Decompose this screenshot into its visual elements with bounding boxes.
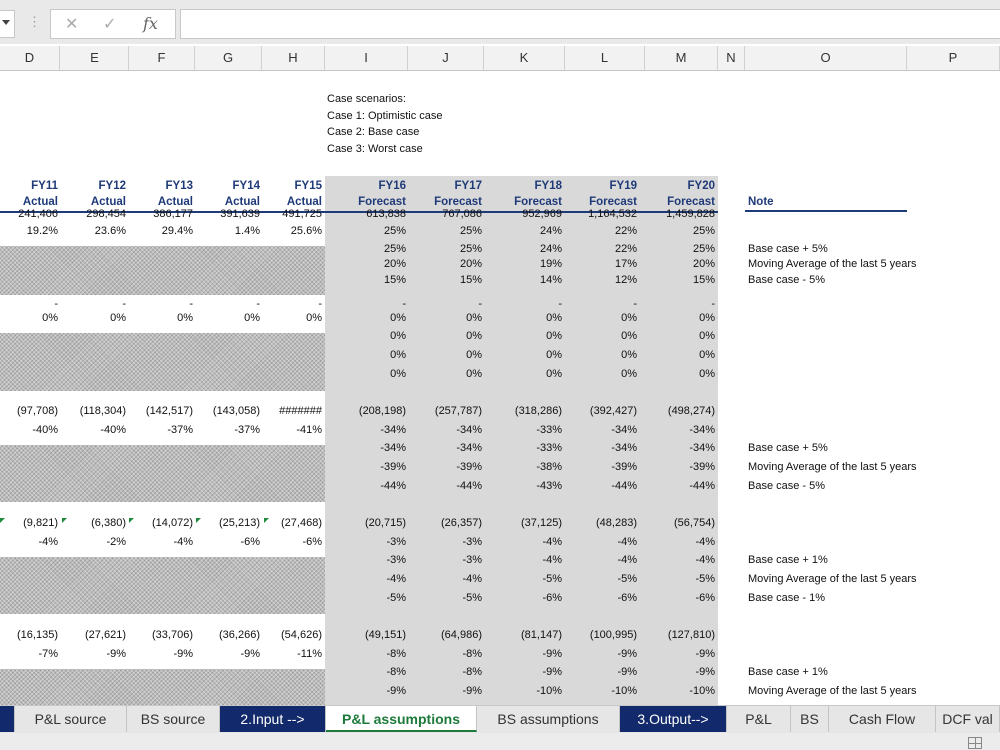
cell-value[interactable]: 0% [390, 312, 406, 324]
period-type-label: Actual [286, 196, 322, 208]
cell-value[interactable]: (142,517) [145, 405, 193, 417]
error-indicator-icon[interactable] [129, 518, 134, 523]
cell-value[interactable]: -9% [386, 685, 406, 697]
cell-value[interactable]: -44% [611, 480, 637, 492]
cell-value[interactable]: 0% [466, 349, 482, 361]
cell-value[interactable]: -37% [167, 424, 193, 436]
cell-value[interactable]: (257,787) [434, 405, 482, 417]
name-box-dropdown[interactable] [0, 10, 15, 38]
column-header[interactable]: I [325, 46, 408, 70]
cell-value[interactable]: -6% [302, 536, 322, 548]
cell-value[interactable]: -5% [695, 573, 715, 585]
cell-value[interactable]: 298,454 [86, 208, 126, 220]
cell-value[interactable]: - [711, 298, 715, 310]
chevron-down-icon [2, 20, 10, 25]
note-cell[interactable]: Base case - 5% [748, 480, 826, 492]
case-line: Case 1: Optimistic case [327, 110, 443, 122]
cell-value[interactable]: 0% [306, 312, 322, 324]
cell-value[interactable]: (33,706) [152, 629, 193, 641]
sheet-tab[interactable] [0, 706, 15, 732]
error-indicator-icon[interactable] [264, 518, 269, 523]
spreadsheet-grid[interactable] [0, 71, 1000, 705]
year-label: FY14 [232, 180, 260, 192]
cell-value[interactable]: -4% [173, 536, 193, 548]
cell-value[interactable]: -34% [380, 442, 406, 454]
sheet-tab-bar [0, 705, 1000, 733]
period-type-label: Actual [224, 196, 260, 208]
hatched-block [0, 246, 325, 295]
cell-value[interactable]: 0% [42, 312, 58, 324]
cell-value[interactable]: (9,821) [23, 517, 58, 529]
year-label: FY20 [687, 180, 715, 192]
cell-value[interactable]: 1,459,828 [666, 208, 715, 220]
cell-value[interactable]: -39% [380, 461, 406, 473]
cell-value[interactable]: 0% [177, 312, 193, 324]
cell-value[interactable]: -3% [462, 536, 482, 548]
cell-value[interactable]: 24% [539, 243, 562, 255]
cell-value[interactable]: 15% [459, 274, 482, 286]
cell-value[interactable]: (392,427) [589, 405, 637, 417]
cell-value[interactable]: -41% [296, 424, 322, 436]
cell-value[interactable]: 0% [390, 349, 406, 361]
column-header[interactable]: M [645, 46, 718, 70]
cell-value[interactable]: -5% [386, 592, 406, 604]
sheet-tab[interactable]: DCF val [936, 706, 1000, 732]
cell-value[interactable]: -2% [106, 536, 126, 548]
cell-value[interactable]: -5% [617, 573, 637, 585]
note-header: Note [748, 196, 774, 208]
cell-value[interactable]: -9% [542, 666, 562, 678]
cell-value[interactable]: -6% [617, 592, 637, 604]
year-label: FY15 [294, 180, 322, 192]
cell-value[interactable]: -9% [617, 666, 637, 678]
cell-value[interactable]: 767,086 [442, 208, 482, 220]
note-cell[interactable]: Moving Average of the last 5 years [748, 258, 917, 270]
column-header[interactable]: J [408, 46, 484, 70]
cell-value[interactable]: 19.2% [26, 225, 58, 237]
period-type-label: Actual [22, 196, 58, 208]
cell-value[interactable]: 19% [539, 258, 562, 270]
cell-value[interactable]: 0% [621, 368, 637, 380]
sheet-tab[interactable]: P&L [727, 706, 791, 732]
cell-value[interactable]: -8% [462, 648, 482, 660]
drag-handle-icon[interactable]: ⋮ [28, 14, 41, 29]
note-cell[interactable]: Base case + 1% [748, 666, 828, 678]
cancel-icon[interactable]: ✕ [65, 16, 79, 33]
note-cell[interactable]: Base case + 5% [748, 243, 828, 255]
cell-value[interactable]: 0% [699, 330, 715, 342]
cell-value[interactable]: -33% [536, 424, 562, 436]
cell-value[interactable]: - [256, 298, 260, 310]
note-cell[interactable]: Moving Average of the last 5 years [748, 461, 917, 473]
cell-value[interactable]: (25,213) [219, 517, 260, 529]
year-label: FY11 [31, 180, 58, 192]
cell-value[interactable]: -34% [380, 424, 406, 436]
cell-value[interactable]: -5% [462, 592, 482, 604]
cell-value[interactable]: - [189, 298, 193, 310]
cell-value[interactable]: -3% [462, 554, 482, 566]
cell-value[interactable]: 0% [466, 368, 482, 380]
sheet-tab[interactable]: 2.Input --> [220, 706, 326, 732]
cell-value[interactable]: 20% [692, 258, 715, 270]
period-type-label: Forecast [434, 196, 482, 208]
cell-value[interactable]: 0% [110, 312, 126, 324]
cell-value[interactable]: 0% [390, 368, 406, 380]
cell-value[interactable]: -8% [386, 666, 406, 678]
cell-value[interactable]: -4% [695, 554, 715, 566]
case-line: Case 3: Worst case [327, 143, 423, 155]
normal-view-icon[interactable] [968, 737, 982, 749]
year-label: FY16 [378, 180, 406, 192]
year-label: FY12 [98, 180, 126, 192]
cell-value[interactable]: (20,715) [365, 517, 406, 529]
column-header[interactable]: P [907, 46, 1000, 70]
cell-value[interactable]: 0% [466, 312, 482, 324]
cell-value[interactable]: -9% [173, 648, 193, 660]
cell-value[interactable]: -10% [536, 685, 562, 697]
cell-value[interactable]: 952,969 [522, 208, 562, 220]
note-cell[interactable]: Base case + 5% [748, 442, 828, 454]
year-label: FY13 [165, 180, 193, 192]
year-label: FY18 [534, 180, 562, 192]
note-cell[interactable]: Moving Average of the last 5 years [748, 685, 917, 697]
cell-value[interactable]: (26,357) [441, 517, 482, 529]
cell-value[interactable]: (100,995) [589, 629, 637, 641]
cell-value[interactable]: (127,810) [667, 629, 715, 641]
hatched-block [0, 333, 325, 391]
cell-value[interactable]: -44% [456, 480, 482, 492]
cell-value[interactable]: 0% [699, 312, 715, 324]
cell-value[interactable]: -10% [611, 685, 637, 697]
sheet-tab[interactable]: 3.Output--> [620, 706, 727, 732]
note-cell[interactable]: Base case - 5% [748, 274, 826, 286]
hatched-block [0, 445, 325, 502]
cell-value[interactable]: (81,147) [521, 629, 562, 641]
sheet-tab[interactable]: P&L source [15, 706, 127, 732]
sheet-tab[interactable]: BS source [127, 706, 220, 732]
cell-value[interactable]: - [633, 298, 637, 310]
cell-value[interactable]: 0% [621, 349, 637, 361]
cell-value[interactable]: -34% [456, 442, 482, 454]
cell-value[interactable]: - [122, 298, 126, 310]
cell-value[interactable]: -10% [689, 685, 715, 697]
cell-value[interactable]: (49,151) [365, 629, 406, 641]
column-header[interactable]: H [262, 46, 325, 70]
cell-value[interactable]: 25% [692, 225, 715, 237]
period-type-label: Actual [157, 196, 193, 208]
cell-value[interactable]: -4% [542, 554, 562, 566]
cell-value[interactable]: 241,406 [18, 208, 58, 220]
sheet-tab[interactable]: BS assumptions [477, 706, 620, 732]
cell-value[interactable]: 0% [466, 330, 482, 342]
cell-value[interactable]: -34% [611, 442, 637, 454]
cell-value[interactable]: -11% [297, 648, 322, 660]
cell-value[interactable]: -34% [456, 424, 482, 436]
column-header[interactable]: K [484, 46, 565, 70]
case-line: Case scenarios: [327, 93, 406, 105]
cell-value[interactable]: -39% [611, 461, 637, 473]
cell-value[interactable]: (6,380) [91, 517, 126, 529]
cell-value[interactable]: - [402, 298, 406, 310]
year-label: FY17 [454, 180, 482, 192]
cell-value[interactable]: 491,725 [282, 208, 322, 220]
cell-value[interactable]: -3% [386, 536, 406, 548]
cell-value[interactable]: -43% [536, 480, 562, 492]
cell-value[interactable]: -39% [456, 461, 482, 473]
cell-value[interactable]: 613,838 [366, 208, 406, 220]
note-cell[interactable]: Moving Average of the last 5 years [748, 573, 917, 585]
cell-value[interactable]: 0% [699, 368, 715, 380]
case-line: Case 2: Base case [327, 126, 420, 138]
cell-value[interactable]: -37% [234, 424, 260, 436]
formula-buttons [50, 9, 176, 39]
cell-value[interactable]: (27,468) [281, 517, 322, 529]
cell-value[interactable]: -4% [617, 554, 637, 566]
cell-value[interactable]: -40% [32, 424, 58, 436]
cell-value[interactable]: 15% [383, 274, 406, 286]
column-header[interactable]: F [129, 46, 195, 70]
cell-value[interactable]: 0% [546, 368, 562, 380]
cell-value[interactable]: -4% [542, 536, 562, 548]
cell-value[interactable]: -9% [240, 648, 260, 660]
sheet-tab[interactable]: BS [791, 706, 829, 732]
cell-value[interactable]: -6% [542, 592, 562, 604]
hatched-block [0, 669, 325, 705]
cell-value[interactable]: - [318, 298, 322, 310]
cell-value[interactable]: (143,058) [212, 405, 260, 417]
cell-value[interactable]: -6% [695, 592, 715, 604]
hatched-block [0, 557, 325, 614]
cell-value[interactable]: -5% [542, 573, 562, 585]
cell-value[interactable]: 0% [390, 330, 406, 342]
column-header-bar [0, 46, 1000, 71]
period-type-label: Forecast [358, 196, 406, 208]
cell-value[interactable]: - [558, 298, 562, 310]
cell-value[interactable]: -8% [462, 666, 482, 678]
cell-value[interactable]: (118,304) [79, 405, 126, 417]
column-header[interactable]: L [565, 46, 645, 70]
cell-value[interactable]: -4% [695, 536, 715, 548]
cell-value[interactable]: 0% [546, 349, 562, 361]
cell-value[interactable]: (48,283) [596, 517, 637, 529]
cell-value[interactable]: -9% [462, 685, 482, 697]
cell-value[interactable]: (37,125) [521, 517, 562, 529]
column-header[interactable]: N [718, 46, 745, 70]
cell-value[interactable]: -9% [617, 648, 637, 660]
cell-value[interactable]: -9% [542, 648, 562, 660]
column-header[interactable]: O [745, 46, 907, 70]
error-indicator-icon[interactable] [196, 518, 201, 523]
cell-value[interactable]: 386,177 [153, 208, 193, 220]
cell-value[interactable]: (54,626) [281, 629, 322, 641]
formula-bar [0, 0, 1000, 44]
cell-value[interactable]: (208,198) [358, 405, 406, 417]
cell-value[interactable]: - [54, 298, 58, 310]
cell-value[interactable]: ####### [279, 405, 322, 417]
cell-value[interactable]: -6% [240, 536, 260, 548]
cell-value[interactable]: -34% [689, 424, 715, 436]
cell-value[interactable]: 20% [383, 258, 406, 270]
cell-value[interactable]: -34% [689, 442, 715, 454]
status-bar [0, 733, 1000, 750]
cell-value[interactable]: -39% [689, 461, 715, 473]
cell-value[interactable]: 22% [614, 225, 637, 237]
cell-value[interactable]: -3% [386, 554, 406, 566]
cell-value[interactable]: 25% [692, 243, 715, 255]
year-label: FY19 [609, 180, 637, 192]
cell-value[interactable]: 1.4% [234, 225, 260, 237]
cell-value[interactable]: -4% [38, 536, 58, 548]
cell-value[interactable]: 0% [244, 312, 260, 324]
cell-value[interactable]: (64,986) [441, 629, 482, 641]
cell-value[interactable]: (27,621) [85, 629, 126, 641]
cell-value[interactable]: (498,274) [667, 405, 715, 417]
insert-function-icon[interactable]: fx [143, 14, 158, 33]
cell-value[interactable]: 0% [621, 330, 637, 342]
cell-value[interactable]: 25% [459, 243, 482, 255]
cell-value[interactable]: (16,135) [17, 629, 58, 641]
cell-value[interactable]: 22% [614, 243, 637, 255]
cell-value[interactable]: -8% [386, 648, 406, 660]
cell-value[interactable]: 14% [539, 274, 562, 286]
note-underline [745, 210, 907, 212]
cell-value[interactable]: 0% [621, 312, 637, 324]
cell-value[interactable]: (36,266) [219, 629, 260, 641]
cell-value[interactable]: -33% [536, 442, 562, 454]
column-header[interactable]: D [0, 46, 60, 70]
cell-value[interactable]: 0% [546, 312, 562, 324]
error-indicator-icon[interactable] [62, 518, 67, 523]
cell-value[interactable]: 0% [699, 349, 715, 361]
cell-value[interactable]: (56,754) [674, 517, 715, 529]
note-cell[interactable]: Base case + 1% [748, 554, 828, 566]
cell-value[interactable]: -44% [380, 480, 406, 492]
cell-value[interactable]: -40% [100, 424, 126, 436]
cell-value[interactable]: -34% [611, 424, 637, 436]
sheet-tab[interactable]: Cash Flow [829, 706, 936, 732]
cell-value[interactable]: 15% [692, 274, 715, 286]
cell-value[interactable]: 24% [539, 225, 562, 237]
cell-value[interactable]: (318,286) [514, 405, 562, 417]
error-indicator-icon[interactable] [0, 518, 5, 523]
cell-value[interactable]: 391,639 [220, 208, 260, 220]
cell-value[interactable]: 20% [459, 258, 482, 270]
cell-value[interactable]: (97,708) [17, 405, 58, 417]
cell-value[interactable]: 1,164,532 [588, 208, 637, 220]
cell-value[interactable]: 25% [383, 243, 406, 255]
period-type-label: Forecast [514, 196, 562, 208]
note-cell[interactable]: Base case - 1% [748, 592, 826, 604]
cell-value[interactable]: -44% [689, 480, 715, 492]
cell-value[interactable]: -38% [536, 461, 562, 473]
cell-value[interactable]: -9% [695, 648, 715, 660]
cell-value[interactable]: 17% [614, 258, 637, 270]
cell-value[interactable]: 0% [546, 330, 562, 342]
cell-value[interactable]: 25% [459, 225, 482, 237]
period-type-label: Actual [90, 196, 126, 208]
cell-value[interactable]: - [478, 298, 482, 310]
cell-value[interactable]: -4% [617, 536, 637, 548]
cell-value[interactable]: 23.6% [94, 225, 126, 237]
cell-value[interactable]: 12% [614, 274, 637, 286]
cell-value[interactable]: 25% [383, 225, 406, 237]
period-type-label: Forecast [667, 196, 715, 208]
cell-value[interactable]: -4% [386, 573, 406, 585]
cell-value[interactable]: -7% [38, 648, 58, 660]
formula-input[interactable] [180, 9, 1000, 39]
cell-value[interactable]: -9% [106, 648, 126, 660]
cell-value[interactable]: -4% [462, 573, 482, 585]
cell-value[interactable]: 25.6% [290, 225, 322, 237]
column-header[interactable]: G [195, 46, 262, 70]
cell-value[interactable]: (14,072) [152, 517, 193, 529]
period-type-label: Forecast [589, 196, 637, 208]
sheet-tab[interactable]: P&L assumptions [326, 706, 477, 732]
cell-value[interactable]: 29.4% [161, 225, 193, 237]
cell-value[interactable]: -9% [695, 666, 715, 678]
enter-check-icon[interactable]: ✓ [103, 16, 117, 33]
column-header[interactable]: E [61, 46, 129, 70]
